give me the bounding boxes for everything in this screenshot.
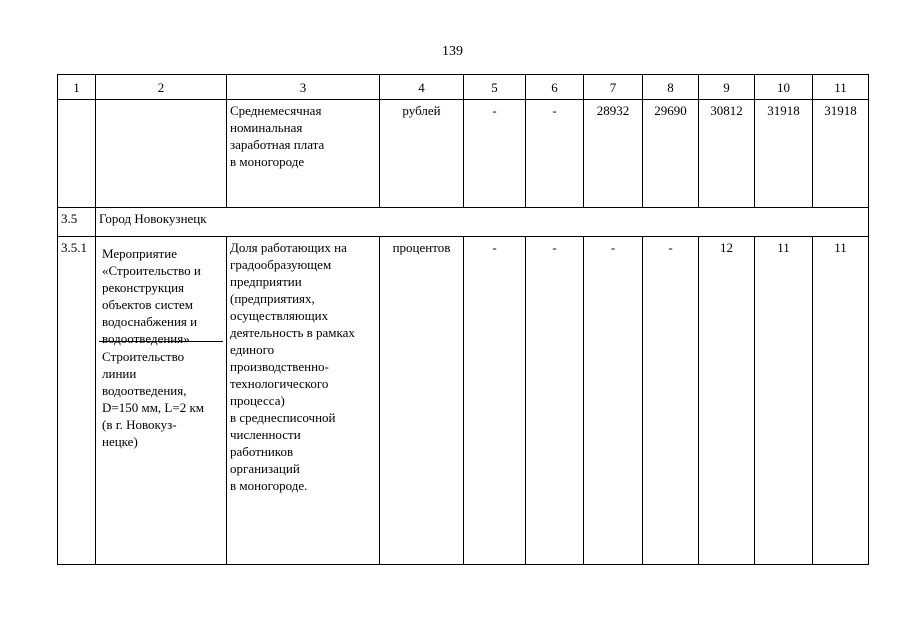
- value-cell: 12: [699, 237, 755, 565]
- header-cell: 8: [643, 75, 699, 100]
- city-name-cell: Город Новокузнецк: [96, 208, 869, 237]
- value-cell: -: [464, 237, 526, 565]
- row-number-cell: [58, 100, 96, 208]
- table-row-city: [58, 208, 869, 237]
- header-cell: 9: [699, 75, 755, 100]
- table-row-salary: [58, 100, 869, 208]
- value-cell: -: [464, 100, 526, 208]
- value-cell: 11: [755, 237, 813, 565]
- value-cell: -: [526, 237, 584, 565]
- value-cell: 30812: [699, 100, 755, 208]
- header-cell: 4: [380, 75, 464, 100]
- unit-cell: процентов: [380, 237, 464, 565]
- table-row-event: [58, 237, 869, 565]
- event-subtitle: Строительство линии водоотведения, D=150 мм, L=2 км (в г. Новокуз- нецке): [102, 349, 204, 449]
- unit-cell: рублей: [380, 100, 464, 208]
- event-title: Мероприятие «Строительство и реконструкция объектов систем водоснабжения и водоотведения»: [99, 239, 223, 342]
- header-cell: 2: [96, 75, 227, 100]
- indicator-cell: Доля работающих на градообразующем предприятии (предприятиях, осуществляющих деятельность в рамках единого производственно- технологического процесса) в среднесписочной численности работников организаций в моногороде.: [227, 237, 380, 565]
- header-cell: 3: [227, 75, 380, 100]
- row-number-cell: 3.5: [58, 208, 96, 237]
- header-cell: 11: [813, 75, 869, 100]
- value-cell: -: [526, 100, 584, 208]
- row-number-cell: 3.5.1: [58, 237, 96, 565]
- header-cell: 5: [464, 75, 526, 100]
- page-number: 139: [442, 44, 463, 59]
- header-cell: 1: [58, 75, 96, 100]
- value-cell: 11: [813, 237, 869, 565]
- event-name-cell: [96, 237, 227, 565]
- value-cell: -: [643, 237, 699, 565]
- value-cell: 29690: [643, 100, 699, 208]
- value-cell: 31918: [813, 100, 869, 208]
- data-table: [57, 74, 869, 565]
- event-name-cell: [96, 100, 227, 208]
- value-cell: -: [584, 237, 643, 565]
- header-cell: 7: [584, 75, 643, 100]
- value-cell: 28932: [584, 100, 643, 208]
- table-header-row: [58, 75, 869, 100]
- header-cell: 6: [526, 75, 584, 100]
- header-cell: 10: [755, 75, 813, 100]
- indicator-cell: Среднемесячная номинальная заработная плата в моногороде: [227, 100, 380, 208]
- value-cell: 31918: [755, 100, 813, 208]
